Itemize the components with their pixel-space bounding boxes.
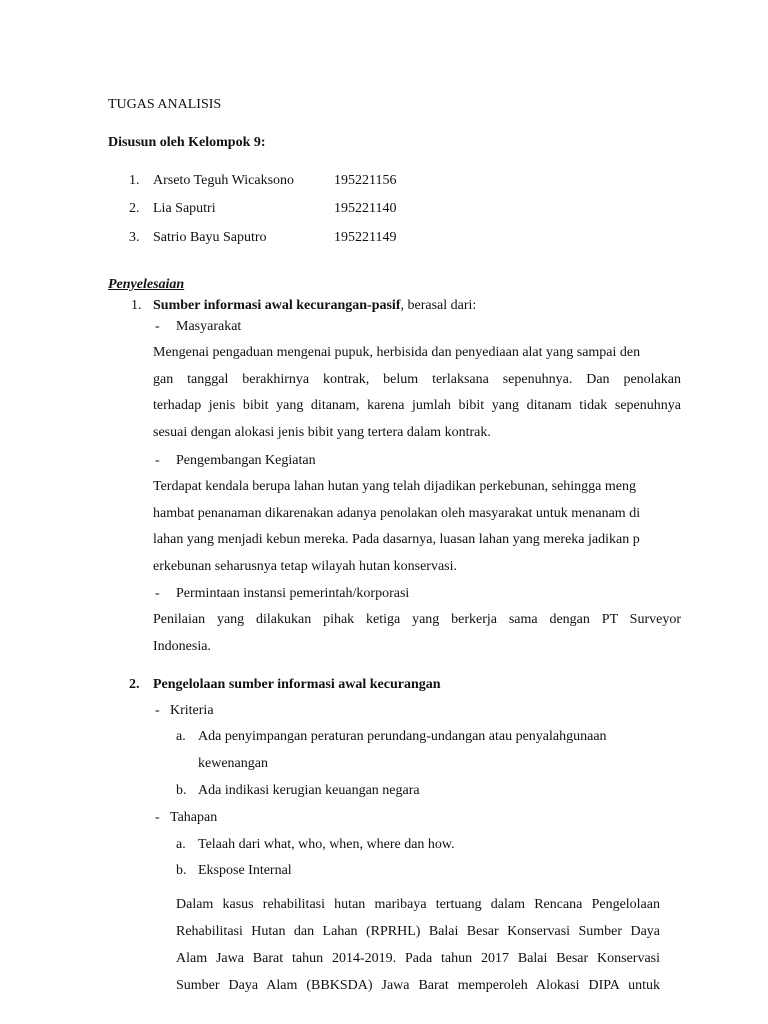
list-item-text: Telaah dari what, who, when, where dan how. [198, 837, 455, 852]
document-title: TUGAS ANALISIS [108, 97, 222, 112]
paragraph [153, 345, 681, 451]
bullet-dash: - [155, 810, 160, 825]
list-marker: a. [176, 837, 186, 852]
paragraph-line: hambat penanaman dikarenakan adanya penolakan oleh masyarakat untuk menanam di [153, 505, 641, 521]
paragraph-line: Alam Jawa Barat tahun 2014-2019. Pada tahun 2017 Balai Besar Konservasi [176, 951, 660, 966]
paragraph-line: Indonesia. [153, 638, 211, 654]
bullet-dash: - [155, 703, 160, 718]
paragraph-line: erkebunan seharusnya tetap wilayah hutan konservasi. [153, 558, 458, 574]
item-heading-bold: Sumber informasi awal kecurangan-pasif [153, 298, 401, 313]
paragraph-line: Sumber Daya Alam (BBKSDA) Jawa Barat memperoleh Alokasi DIPA untuk [176, 978, 660, 993]
bullet-dash: - [155, 586, 160, 601]
paragraph-line: Mengenai pengaduan mengenai pupuk, herbisida dan penyediaan alat yang sampai den [153, 345, 641, 360]
author-heading: Disusun oleh Kelompok 9: [108, 135, 266, 150]
list-item-text: kewenangan [198, 756, 268, 771]
paragraph-line: terhadap jenis bibit yang ditanam, karena jumlah bibit yang ditanam tidak sepenuhnya [153, 398, 681, 413]
member-id: 195221149 [334, 230, 397, 245]
list-item-text: Ada indikasi kerugian keuangan negara [198, 783, 420, 798]
item-number: 2. [129, 677, 140, 692]
list-marker: b. [176, 783, 187, 798]
member-id: 195221140 [334, 201, 397, 216]
sub-label: Kriteria [170, 703, 214, 718]
list-item-text: Ekspose Internal [198, 863, 292, 878]
paragraph [176, 897, 660, 1005]
paragraph [153, 612, 681, 665]
member-number: 2. [129, 201, 140, 216]
list-marker: b. [176, 863, 187, 878]
member-number: 3. [129, 230, 140, 245]
item-heading-rest: , berasal dari: [400, 298, 477, 313]
sub-label: Pengembangan Kegiatan [176, 453, 316, 468]
section-heading: Penyelesaian [108, 277, 185, 292]
list-marker: a. [176, 729, 186, 744]
bullet-dash: - [155, 319, 160, 334]
item-heading [153, 297, 476, 315]
paragraph-line: lahan yang menjadi kebun mereka. Pada dasarnya, luasan lahan yang mereka jadikan p [153, 532, 640, 547]
list-item-text: Ada penyimpangan peraturan perundang-undangan atau penyalahgunaan [198, 729, 607, 744]
bullet-dash: - [155, 453, 160, 468]
paragraph [153, 479, 681, 585]
paragraph-line: gan tanggal berakhirnya kontrak, belum terlaksana sepenuhnya. Dan penolakan [153, 371, 681, 387]
member-name: Lia Saputri [153, 201, 216, 216]
paragraph-line: Rehabilitasi Hutan dan Lahan (RPRHL) Balai Besar Konservasi Sumber Daya [176, 924, 660, 939]
item-heading: Pengelolaan sumber informasi awal kecurangan [153, 677, 441, 692]
paragraph-line: sesuai dengan alokasi jenis bibit yang tertera dalam kontrak. [153, 424, 491, 440]
paragraph-line: Terdapat kendala berupa lahan hutan yang telah dijadikan perkebunan, sehingga meng [153, 479, 636, 494]
item-number: 1. [131, 298, 142, 313]
member-number: 1. [129, 173, 140, 188]
paragraph-line: Penilaian yang dilakukan pihak ketiga yang berkerja sama dengan PT Surveyor [153, 612, 681, 627]
sub-label: Tahapan [170, 810, 218, 825]
sub-label: Masyarakat [176, 319, 242, 334]
member-id: 195221156 [334, 173, 397, 188]
member-name: Arseto Teguh Wicaksono [153, 173, 295, 188]
member-name: Satrio Bayu Saputro [153, 230, 267, 245]
paragraph-line: Dalam kasus rehabilitasi hutan maribaya tertuang dalam Rencana Pengelolaan [176, 897, 660, 912]
sub-label: Permintaan instansi pemerintah/korporasi [176, 586, 410, 601]
